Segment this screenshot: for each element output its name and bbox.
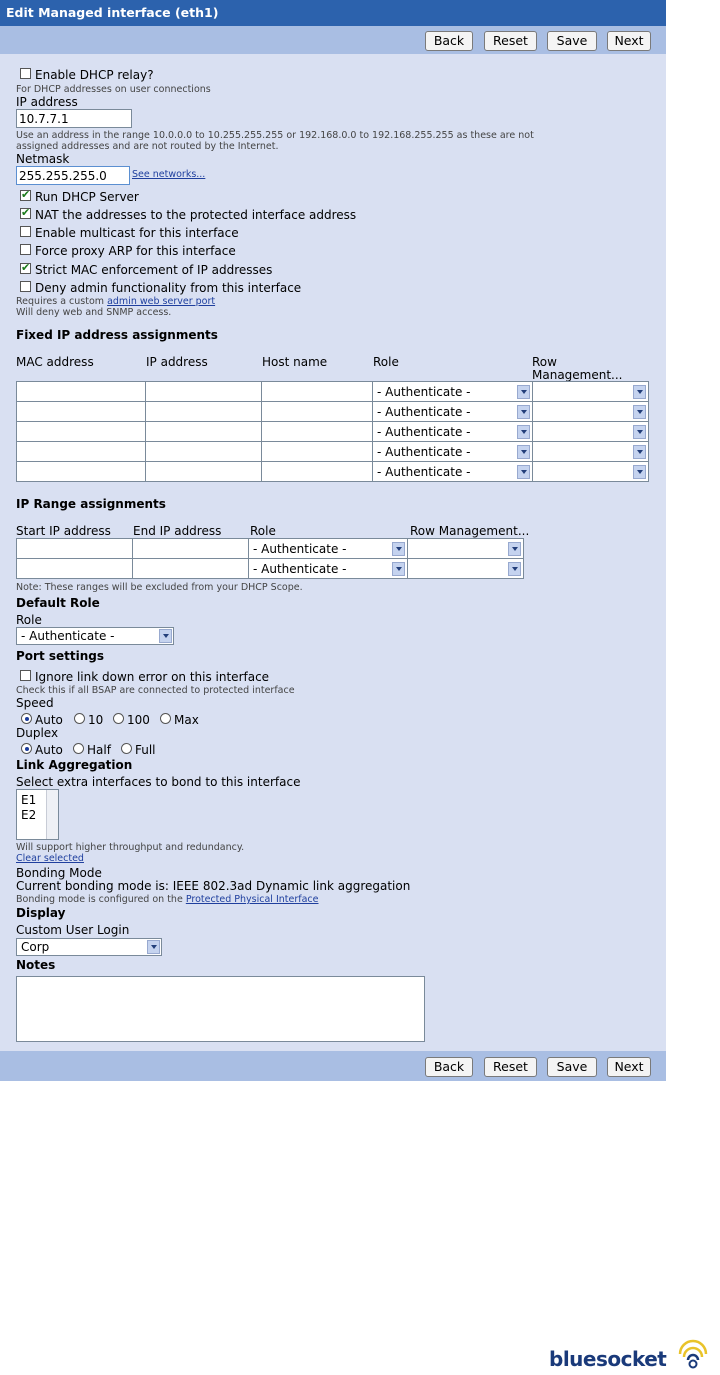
ip-address-hint-2: assigned addresses and are not routed by the Internet.	[16, 141, 279, 152]
chevron-down-icon	[159, 629, 172, 643]
dhcp-relay-hint: For DHCP addresses on user connections	[16, 84, 211, 95]
role-value: - Authenticate -	[377, 404, 471, 419]
mac-address-cell[interactable]	[17, 382, 146, 402]
link-aggregation-label: Select extra interfaces to bond to this interface	[16, 775, 301, 789]
col-host-name: Host name	[262, 355, 328, 369]
host-name-cell[interactable]	[262, 442, 373, 462]
dhcp-relay-checkbox[interactable]	[20, 68, 31, 79]
custom-user-login-label: Custom User Login	[16, 923, 130, 937]
chevron-down-icon	[517, 465, 530, 479]
chevron-down-icon	[147, 940, 160, 954]
run-dhcp-server-label: Run DHCP Server	[35, 190, 139, 204]
speed-100-radio[interactable]	[113, 713, 124, 724]
reset-button[interactable]: Reset	[484, 1057, 537, 1077]
speed-auto-label: Auto	[35, 713, 63, 727]
table-row	[17, 539, 524, 559]
speed-100-label: 100	[127, 713, 150, 727]
fixed-ip-heading: Fixed IP address assignments	[16, 328, 218, 342]
notes-textarea[interactable]	[16, 976, 425, 1042]
range-role-select[interactable]	[249, 539, 408, 559]
speed-max-label: Max	[174, 713, 199, 727]
reset-button[interactable]: Reset	[484, 31, 537, 51]
back-button[interactable]: Back	[425, 1057, 473, 1077]
link-aggregation-heading: Link Aggregation	[16, 758, 133, 772]
next-button[interactable]: Next	[607, 31, 651, 51]
row-management-select[interactable]	[533, 462, 649, 482]
link-aggregation-hint: Will support higher throughput and redundancy.	[16, 842, 245, 853]
chevron-down-icon	[508, 542, 521, 556]
bonding-mode-label: Bonding Mode	[16, 866, 102, 880]
ignore-link-down-label: Ignore link down error on this interface	[35, 670, 270, 684]
start-ip-cell[interactable]	[17, 539, 133, 559]
force-proxy-arp-label: Force proxy ARP for this interface	[35, 244, 236, 258]
ignore-link-down-hint: Check this if all BSAP are connected to protected interface	[16, 685, 295, 696]
role-select[interactable]	[373, 422, 533, 442]
role-select[interactable]	[373, 402, 533, 422]
speed-auto-radio[interactable]	[21, 713, 32, 724]
duplex-full-radio[interactable]	[121, 743, 132, 754]
duplex-auto-radio[interactable]	[21, 743, 32, 754]
protected-physical-interface-link[interactable]: Protected Physical Interface	[185, 894, 319, 905]
role-value: - Authenticate -	[377, 384, 471, 399]
nat-addresses-checkbox[interactable]	[20, 208, 31, 219]
ip-address-label: IP address	[16, 95, 78, 109]
ip-address-cell[interactable]	[146, 402, 262, 422]
netmask-label: Netmask	[16, 152, 70, 166]
speed-10-radio[interactable]	[74, 713, 85, 724]
start-ip-cell[interactable]	[17, 559, 133, 579]
admin-web-server-port-link[interactable]: admin web server port	[107, 296, 216, 307]
bond-interfaces-listbox[interactable]	[16, 789, 59, 840]
default-role-select[interactable]	[16, 627, 174, 645]
duplex-half-label: Half	[87, 743, 111, 757]
range-row-management-select[interactable]	[408, 559, 524, 579]
host-name-cell[interactable]	[262, 402, 373, 422]
range-role-select[interactable]	[249, 559, 408, 579]
speed-10-label: 10	[88, 713, 104, 727]
host-name-cell[interactable]	[262, 462, 373, 482]
display-heading: Display	[16, 906, 66, 920]
list-item[interactable]: E1	[21, 793, 37, 807]
row-management-select[interactable]	[533, 402, 649, 422]
end-ip-cell[interactable]	[133, 539, 249, 559]
table-row	[17, 382, 649, 402]
wifi-signal-icon	[674, 1336, 712, 1372]
enable-multicast-checkbox[interactable]	[20, 226, 31, 237]
col-end-ip: End IP address	[133, 524, 222, 538]
mac-address-cell[interactable]	[17, 462, 146, 482]
col-row-management-2: Management...	[532, 368, 623, 382]
host-name-cell[interactable]	[262, 382, 373, 402]
custom-user-login-value: Corp	[21, 940, 50, 954]
ip-range-note: Note: These ranges will be excluded from your DHCP Scope.	[16, 582, 303, 593]
chevron-down-icon	[517, 445, 530, 459]
ip-address-cell[interactable]	[146, 422, 262, 442]
col-mac-address: MAC address	[16, 355, 94, 369]
run-dhcp-server-checkbox[interactable]	[20, 190, 31, 201]
bonding-note-text: Bonding mode is configured on the	[16, 894, 186, 905]
row-management-select[interactable]	[533, 422, 649, 442]
role-value: - Authenticate -	[377, 424, 471, 439]
role-select[interactable]	[373, 382, 533, 402]
port-settings-heading: Port settings	[16, 649, 105, 663]
ip-address-cell[interactable]	[146, 442, 262, 462]
save-button[interactable]: Save	[547, 31, 597, 51]
role-value: - Authenticate -	[377, 464, 471, 479]
speed-max-radio[interactable]	[160, 713, 171, 724]
save-button[interactable]: Save	[547, 1057, 597, 1077]
listbox-scrollbar[interactable]	[46, 790, 58, 839]
table-row	[17, 402, 649, 422]
chevron-down-icon	[633, 385, 646, 399]
ip-address-cell[interactable]	[146, 382, 262, 402]
chevron-down-icon	[633, 465, 646, 479]
custom-user-login-select[interactable]	[16, 938, 162, 956]
col-ip-address: IP address	[146, 355, 208, 369]
next-button[interactable]: Next	[607, 1057, 651, 1077]
bonding-mode-note	[16, 894, 319, 905]
netmask-input[interactable]: 255.255.255.0	[16, 166, 130, 185]
row-management-select[interactable]	[533, 442, 649, 462]
duplex-full-label: Full	[135, 743, 156, 757]
ip-address-hint-1: Use an address in the range 10.0.0.0 to 10.255.255.255 or 192.168.0.0 to 192.168.255.255 as these are not	[16, 130, 534, 141]
mac-address-cell[interactable]	[17, 442, 146, 462]
deny-admin-checkbox[interactable]	[20, 281, 31, 292]
deny-admin-requires-note	[16, 296, 215, 307]
chevron-down-icon	[633, 425, 646, 439]
title-bar	[0, 0, 666, 26]
role-select[interactable]	[373, 462, 533, 482]
ip-address-cell[interactable]	[146, 462, 262, 482]
fixed-ip-table	[16, 381, 649, 482]
notes-heading: Notes	[16, 958, 56, 972]
role-value: - Authenticate -	[253, 561, 347, 576]
bluesocket-logo: bluesocket	[549, 1347, 667, 1371]
ip-range-table	[16, 538, 524, 579]
role-value: - Authenticate -	[377, 444, 471, 459]
default-role-value: - Authenticate -	[21, 629, 115, 643]
nat-addresses-label: NAT the addresses to the protected interface address	[35, 208, 357, 222]
chevron-down-icon	[633, 405, 646, 419]
default-role-label: Role	[16, 613, 42, 627]
ignore-link-down-checkbox[interactable]	[20, 670, 31, 681]
bonding-mode-current: Current bonding mode is: IEEE 802.3ad Dynamic link aggregation	[16, 879, 411, 893]
speed-label: Speed	[16, 696, 54, 710]
mac-address-cell[interactable]	[17, 422, 146, 442]
table-row	[17, 422, 649, 442]
mac-address-cell[interactable]	[17, 402, 146, 422]
chevron-down-icon	[517, 405, 530, 419]
strict-mac-label: Strict MAC enforcement of IP addresses	[35, 263, 273, 277]
force-proxy-arp-checkbox[interactable]	[20, 244, 31, 255]
dhcp-relay-label: Enable DHCP relay?	[35, 68, 154, 82]
list-item[interactable]: E2	[21, 808, 37, 822]
col-range-role: Role	[250, 524, 276, 538]
deny-admin-label: Deny admin functionality from this interface	[35, 281, 302, 295]
deny-admin-access-note: Will deny web and SNMP access.	[16, 307, 172, 318]
ip-address-input[interactable]: 10.7.7.1	[16, 109, 132, 128]
duplex-label: Duplex	[16, 726, 59, 740]
top-toolbar	[0, 26, 666, 54]
role-value: - Authenticate -	[253, 541, 347, 556]
chevron-down-icon	[517, 425, 530, 439]
table-row	[17, 462, 649, 482]
chevron-down-icon	[392, 562, 405, 576]
table-row	[17, 559, 524, 579]
ip-range-heading: IP Range assignments	[16, 497, 166, 511]
role-select[interactable]	[373, 442, 533, 462]
chevron-down-icon	[633, 445, 646, 459]
chevron-down-icon	[517, 385, 530, 399]
page-title: Edit Managed interface (eth1)	[6, 5, 219, 20]
col-range-row-management: Row Management...	[410, 524, 530, 538]
col-row-management-1: Row	[532, 355, 557, 369]
row-management-select[interactable]	[533, 382, 649, 402]
range-row-management-select[interactable]	[408, 539, 524, 559]
bottom-toolbar	[0, 1051, 666, 1081]
table-row	[17, 442, 649, 462]
duplex-half-radio[interactable]	[73, 743, 84, 754]
col-role: Role	[373, 355, 399, 369]
enable-multicast-label: Enable multicast for this interface	[35, 226, 239, 240]
duplex-auto-label: Auto	[35, 743, 63, 757]
back-button[interactable]: Back	[425, 31, 473, 51]
chevron-down-icon	[392, 542, 405, 556]
col-start-ip: Start IP address	[16, 524, 111, 538]
chevron-down-icon	[508, 562, 521, 576]
requires-text: Requires a custom	[16, 296, 108, 307]
end-ip-cell[interactable]	[133, 559, 249, 579]
default-role-heading: Default Role	[16, 596, 100, 610]
host-name-cell[interactable]	[262, 422, 373, 442]
strict-mac-checkbox[interactable]	[20, 263, 31, 274]
clear-selected-link[interactable]: Clear selected	[16, 853, 84, 864]
see-networks-link[interactable]: See networks...	[132, 169, 206, 180]
